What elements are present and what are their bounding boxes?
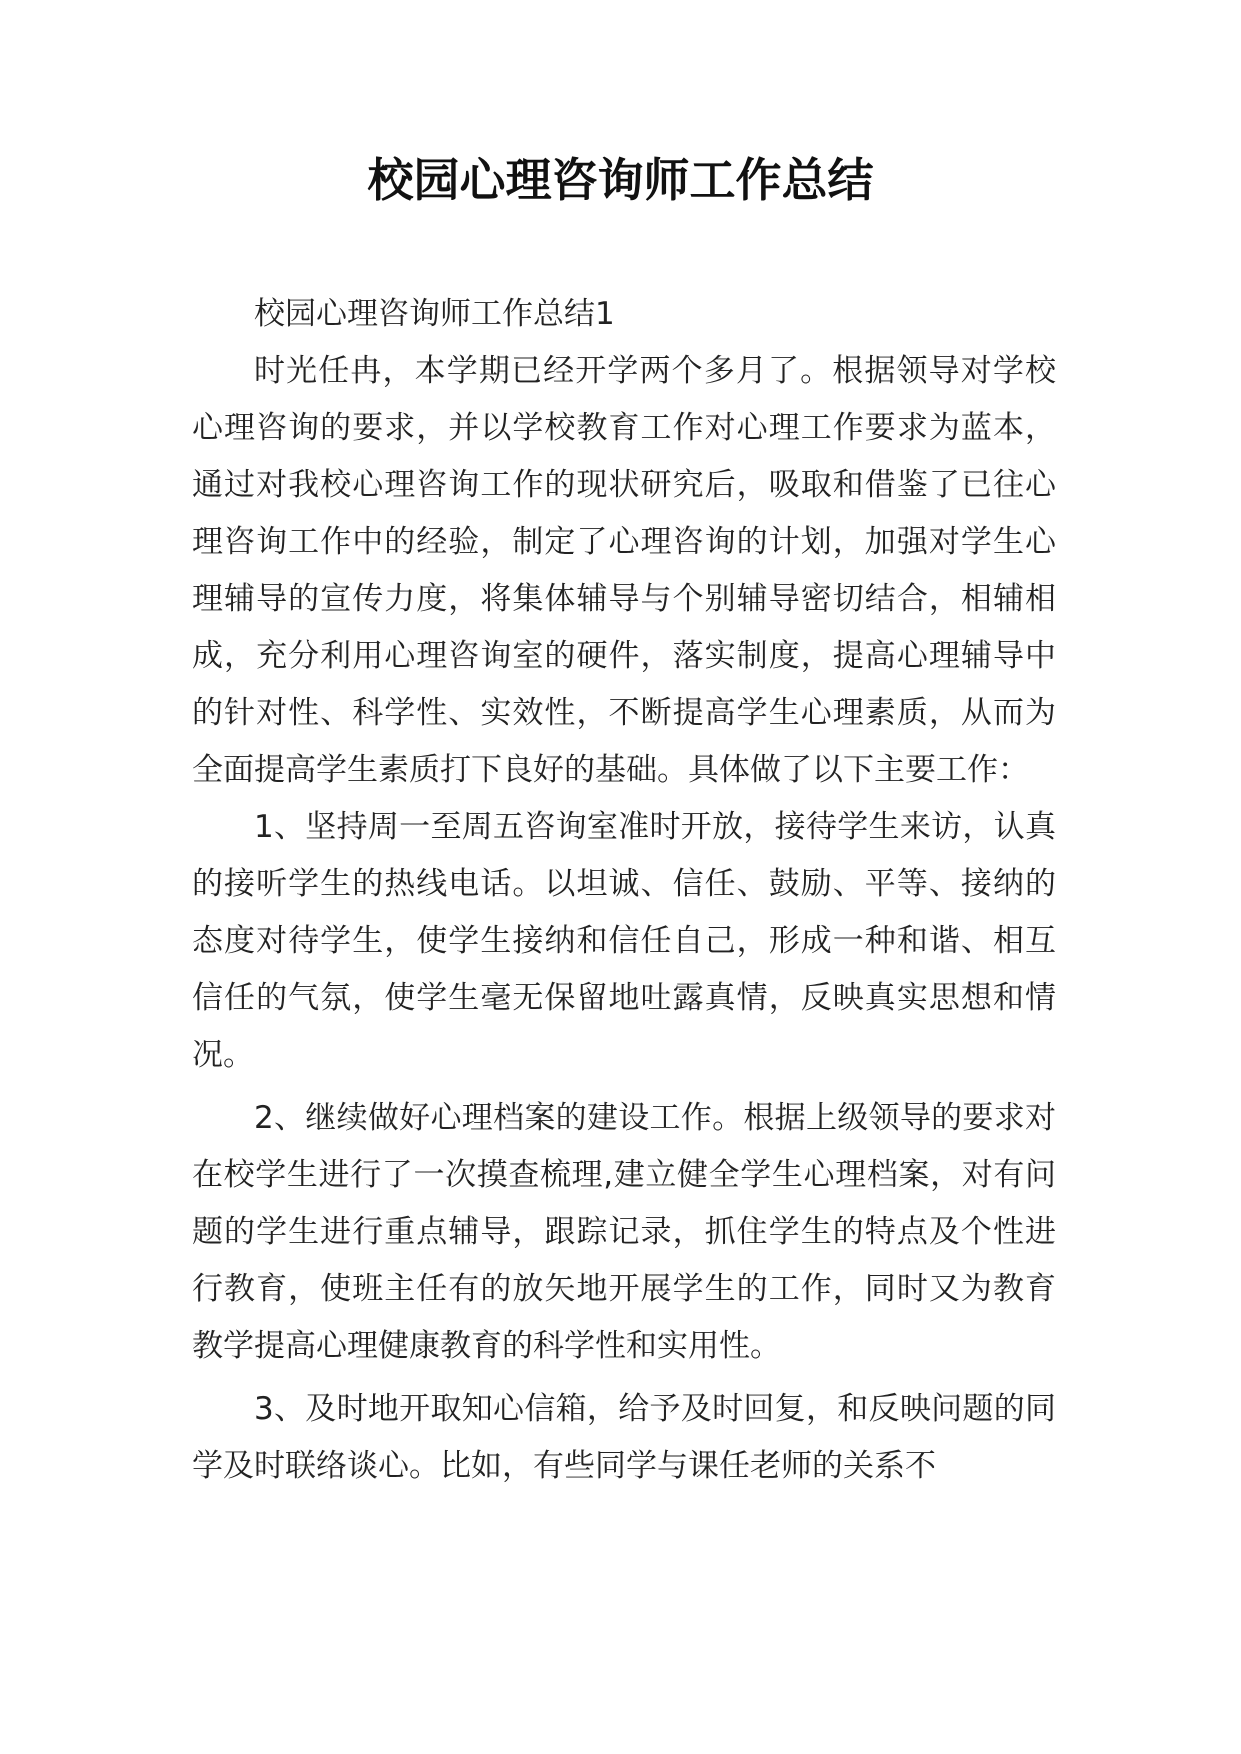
- paragraph-item-2: 2、继续做好心理档案的建设工作。根据上级领导的要求对在校学生进行了一次摸查梳理,建立健全学生心理档案，对有问题的学生进行重点辅导，跟踪记录，抓住学生的特点及个性进行教育，使班主任有的放矢地开展学生的工作，同时又为教育教学提高心理健康教育的科学性和实用性。: [192, 1100, 1056, 1364]
- document-title: 校园心理咨询师工作总结: [367, 153, 874, 207]
- paragraph-item-3: 3、及时地开取知心信箱，给予及时回复，和反映问题的同学及时联络谈心。比如，有些同学与课任老师的关系不: [192, 1391, 1056, 1484]
- section-heading: 校园心理咨询师工作总结1: [254, 296, 615, 332]
- document-body: [192, 286, 1056, 1495]
- paragraph-item-1: 1、坚持周一至周五咨询室准时开放，接待学生来访，认真的接听学生的热线电话。以坦诚、信任、鼓励、平等、接纳的态度对待学生，使学生接纳和信任自己，形成一种和谐、相互信任的气氛，使学生毫无保留地吐露真情，反映真实思想和情况。: [192, 809, 1056, 1073]
- paragraph-intro: 时光任冉，本学期已经开学两个多月了。根据领导对学校心理咨询的要求，并以学校教育工作对心理工作要求为蓝本，通过对我校心理咨询工作的现状研究后，吸取和借鉴了已往心理咨询工作中的经验，制定了心理咨询的计划，加强对学生心理辅导的宣传力度，将集体辅导与个别辅导密切结合，相辅相成，充分利用心理咨询室的硬件，落实制度，提高心理辅导中的针对性、科学性、实效性，不断提高学生心理素质，从而为全面提高学生素质打下良好的基础。具体做了以下主要工作：: [192, 353, 1056, 788]
